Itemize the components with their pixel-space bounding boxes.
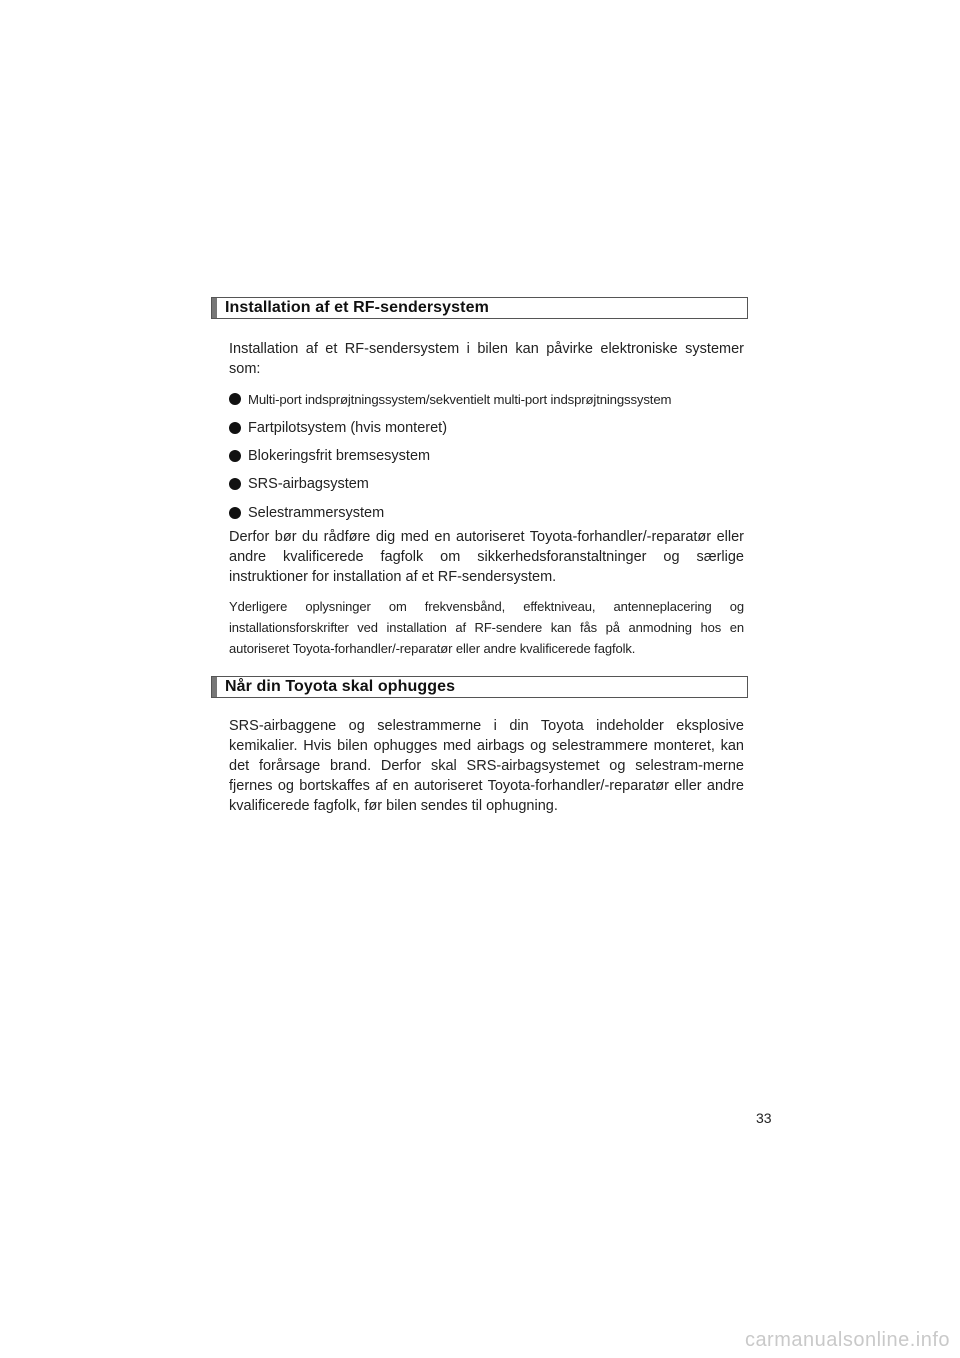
section-title: Når din Toyota skal ophugges: [225, 678, 456, 695]
section-title: Installation af et RF-sendersystem: [225, 299, 489, 316]
watermark: carmanualsonline.info: [744, 1329, 950, 1351]
section-header-rf-sender: [211, 297, 748, 319]
bullet-dot-icon: [229, 478, 241, 490]
bullet-dot-icon: [229, 422, 241, 434]
list-item-text: Multi-port indsprøjtningssystem/sekventielt multi-port indsprøjtningssystem: [248, 391, 672, 407]
bullet-dot-icon: [229, 450, 241, 462]
list-item-text: Blokeringsfrit bremsesystem: [248, 447, 431, 464]
list-item-text: Selestrammersystem: [248, 504, 385, 521]
list-item: [229, 385, 749, 413]
section-header-scrapping: [211, 676, 748, 698]
bullet-dot-icon: [229, 393, 241, 405]
affected-systems-list: [229, 385, 749, 527]
page-number: 33: [756, 1110, 772, 1126]
list-item-text: Fartpilotsystem (hvis monteret): [248, 419, 448, 436]
advice-paragraph: Derfor bør du rådføre dig med en autoriseret Toyota-forhandler/-reparatør eller andre kvalificerede fagfolk om sikkerhedsforanstaltninger og særlige instruktioner for installation af et RF-sendersystem.: [229, 529, 744, 585]
list-item: [229, 499, 749, 527]
note-paragraph: Yderligere oplysninger om frekvensbånd, effektniveau, antenneplacering og installationsforskrifter ved installation af RF-sendere kan fås på anmodning hos en autoriseret Toyota-forhandler/-reparatør eller andre kvalificerede fagfolk.: [229, 599, 744, 656]
section-header-accent-bar: [212, 298, 217, 318]
bullet-dot-icon: [229, 507, 241, 519]
list-item: [229, 413, 749, 441]
intro-paragraph: Installation af et RF-sendersystem i bilen kan påvirke elektroniske systemer som:: [229, 341, 744, 377]
list-item: [229, 470, 749, 498]
section-header-accent-bar: [212, 677, 217, 697]
list-item: [229, 442, 749, 470]
list-item-text: SRS-airbagsystem: [248, 476, 369, 493]
scrapping-paragraph: SRS-airbaggene og selestrammerne i din Toyota indeholder eksplosive kemikalier. Hvis bilen ophugges med airbags og selestrammere monteret, kan det forårsage brand. Derfor skal SRS-airbagsystemet og selestram-merne fjernes og bortskaffes af en autoriseret Toyota-forhandler/-reparatør eller andre kvalificerede fagfolk, før bilen sendes til ophugning.: [229, 718, 744, 814]
